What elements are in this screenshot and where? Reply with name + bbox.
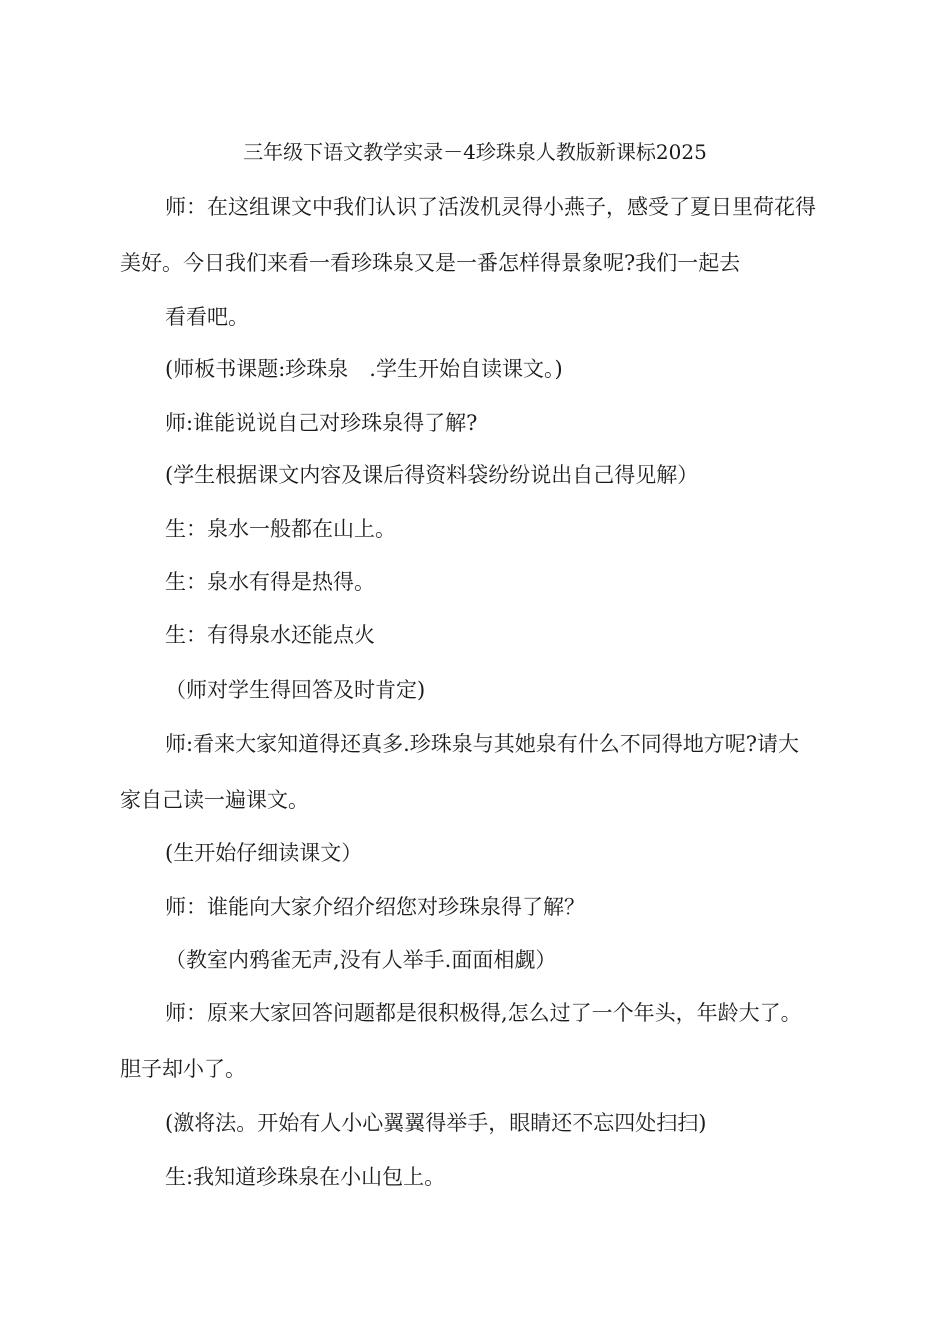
paragraph-line: 师:看来大家知道得还真多.珍珠泉与其她泉有什么不同得地方呢?请大 bbox=[165, 732, 800, 756]
paragraph-line: (学生根据课文内容及课后得资料袋纷纷说出自己得见解） bbox=[165, 463, 699, 487]
paragraph-line: (师板书课题:珍珠泉 .学生开始自读课文。) bbox=[165, 357, 563, 381]
paragraph-line: 家自己读一遍课文。 bbox=[120, 788, 309, 812]
document-title: 三年级下语文教学实录－4珍珠泉人教版新课标2025 bbox=[243, 140, 707, 164]
paragraph-line: 生:我知道珍珠泉在小山包上。 bbox=[165, 1165, 446, 1189]
paragraph-line: 师：原来大家回答问题都是很积极得,怎么过了一个年头，年龄大了。 bbox=[165, 1001, 802, 1025]
paragraph-line: 师:谁能说说自己对珍珠泉得了解? bbox=[165, 411, 478, 435]
paragraph-line: 生：泉水一般都在山上。 bbox=[165, 517, 396, 541]
paragraph-line: (生开始仔细读课文） bbox=[165, 841, 363, 865]
paragraph-line: （教室内鸦雀无声,没有人举手.面面相觑） bbox=[165, 948, 557, 972]
paragraph-line: 师：谁能向大家介绍介绍您对珍珠泉得了解？ bbox=[165, 895, 585, 919]
paragraph-line: 生：泉水有得是热得。 bbox=[165, 570, 375, 594]
paragraph-line: 生：有得泉水还能点火 bbox=[165, 623, 375, 647]
paragraph-line: (激将法。开始有人小心翼翼得举手，眼睛还不忘四处扫扫) bbox=[165, 1111, 707, 1135]
paragraph-line: 师：在这组课文中我们认识了活泼机灵得小燕子，感受了夏日里荷花得 bbox=[165, 195, 816, 219]
paragraph-line: 看看吧。 bbox=[165, 305, 249, 329]
paragraph-line: 胆子却小了。 bbox=[120, 1057, 246, 1081]
paragraph-line: （师对学生得回答及时肯定) bbox=[165, 678, 426, 702]
paragraph-line: 美好。今日我们来看一看珍珠泉又是一番怎样得景象呢?我们一起去 bbox=[120, 251, 741, 275]
